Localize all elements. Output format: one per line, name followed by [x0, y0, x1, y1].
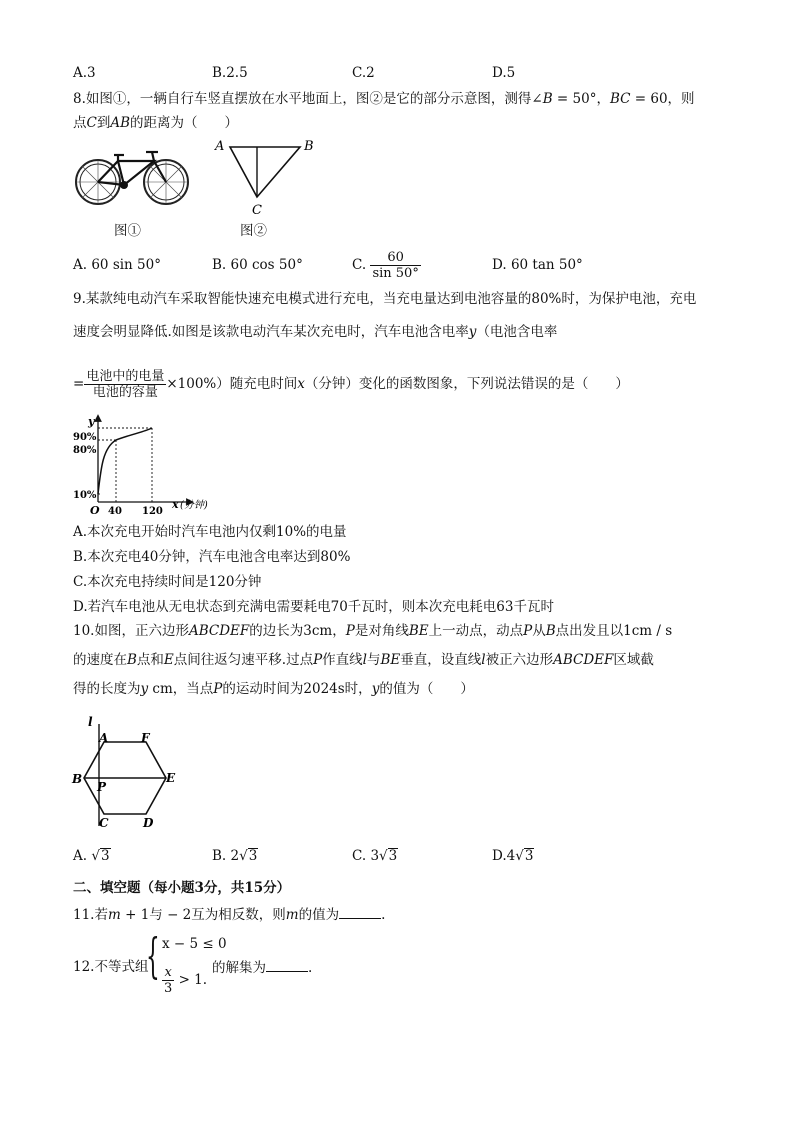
- graph-x-unit: (分钟): [180, 500, 208, 511]
- graph-y-label: y: [88, 415, 95, 428]
- q12-prefix: 12.不等式组: [73, 959, 149, 975]
- q10-option-c: C. 3√3: [352, 848, 398, 864]
- hex-label-a: A: [99, 731, 109, 745]
- q12-suffix: 的解集为 .: [212, 960, 313, 976]
- hexagon-figure: [70, 712, 185, 832]
- q11-stem: 11.若m + 1与 − 2互为相反数，则m的值为 .: [73, 907, 386, 923]
- fig2-label-c: C: [252, 203, 262, 218]
- charge-graph: [72, 412, 222, 520]
- q9-option-b: B.本次充电40分钟，汽车电池含电率达到80%: [73, 549, 351, 565]
- bicycle-figure: [72, 145, 192, 215]
- q9-option-a: A.本次充电开始时汽车电池内仅剩10%的电量: [73, 524, 347, 540]
- fig2-caption: 图②: [240, 223, 267, 239]
- hex-label-e: E: [166, 771, 176, 785]
- graph-curve: [98, 428, 152, 494]
- q10-option-b: B. 2√3: [212, 848, 258, 864]
- q9-stem-line3: = $\frac{\text{电池中的电量}}{\text{电池的容量}}$ ×100%）随充电时间x（分钟）变化的函数图象，下列说法错误的是（ ）: [73, 369, 629, 400]
- q8-option-c-fraction: $\frac{60}{\sin 50^\circ}$: [372, 250, 419, 281]
- q9-option-d: D.若汽车电池从无电状态到充满电需要耗电70千瓦时，则本次充电耗电63千瓦时: [73, 599, 554, 615]
- graph-tick-40: 40: [108, 506, 122, 517]
- q9-option-c: C.本次充电持续时间是120分钟: [73, 574, 262, 590]
- hex-label-f: F: [141, 731, 150, 745]
- graph-tick-80: 80%: [73, 445, 97, 456]
- q12-inequality-1: x − 5 ≤ 0: [162, 936, 227, 952]
- q7-option-b: B.2.5: [212, 65, 248, 81]
- q12-fraction: $\frac{x}{3}$: [164, 965, 173, 996]
- hex-label-b: B: [72, 772, 83, 786]
- q10-option-d: D.4√3: [492, 848, 534, 864]
- fig1-caption: 图①: [114, 223, 141, 239]
- q7-option-d: D.5: [492, 65, 516, 81]
- q8-stem-line1: 8.如图①，一辆自行车竖直摆放在水平地面上，图②是它的部分示意图，测得∠B = 50°，BC = 60，则: [73, 91, 695, 107]
- hex-label-p: P: [97, 780, 107, 794]
- q8-stem-line2: 点C到AB的距离为（ ）: [73, 115, 239, 131]
- section2-title: 二、填空题（每小题3分，共15分）: [73, 880, 291, 896]
- q7-option-a: A.3: [73, 65, 96, 81]
- q9-stem-line2: 速度会明显降低.如图是该款电动汽车某次充电时，汽车电池含电率y（电池含电率: [73, 324, 558, 340]
- graph-tick-120: 120: [142, 506, 163, 517]
- q8-option-d: D. 60 tan 50°: [492, 257, 583, 273]
- q8-option-b: B. 60 cos 50°: [212, 257, 303, 273]
- graph-tick-10: 10%: [73, 490, 97, 501]
- hex-label-l: l: [88, 715, 93, 729]
- fig2-label-b: B: [304, 139, 314, 154]
- q9-charge-fraction: $\frac{\text{电池中的电量}}{\text{电池的容量}}$: [86, 369, 165, 400]
- q8-option-a: A. 60 sin 50°: [73, 257, 161, 273]
- q12-answer-blank[interactable]: [266, 958, 308, 972]
- hex-label-d: D: [143, 816, 154, 830]
- triangle-figure: [212, 134, 322, 219]
- fig2-label-a: A: [215, 139, 225, 154]
- q10-option-a: A. √3: [73, 848, 110, 864]
- q7-option-c: C.2: [352, 65, 375, 81]
- hex-label-c: C: [99, 816, 109, 830]
- q10-stem-line1: 10.如图，正六边形ABCDEF的边长为3cm，P是对角线BE上一动点，动点P从B点出发且以1cm / s: [73, 623, 673, 639]
- graph-origin: O: [90, 504, 100, 517]
- graph-tick-90: 90%: [73, 432, 97, 443]
- q10-stem-line2: 的速度在B点和E点间往返匀速平移.过点P作直线l与BE垂直，设直线l被正六边形ABCDEF区域截: [73, 652, 654, 668]
- q8-option-c: C. $\frac{60}{\sin 50^\circ}$: [352, 250, 419, 281]
- q11-answer-blank[interactable]: [339, 905, 381, 919]
- q9-stem-line1: 9.某款纯电动汽车采取智能快速充电模式进行充电，当充电量达到电池容量的80%时，为保护电池，充电: [73, 291, 697, 307]
- q10-stem-line3: 得的长度为y cm，当点P的运动时间为2024s时，y的值为（ ）: [73, 681, 474, 697]
- q12-inequality-2: $\frac{x}{3}$ > 1.: [164, 965, 208, 996]
- graph-x-label: x: [172, 498, 179, 511]
- q12-brace: {: [146, 928, 160, 984]
